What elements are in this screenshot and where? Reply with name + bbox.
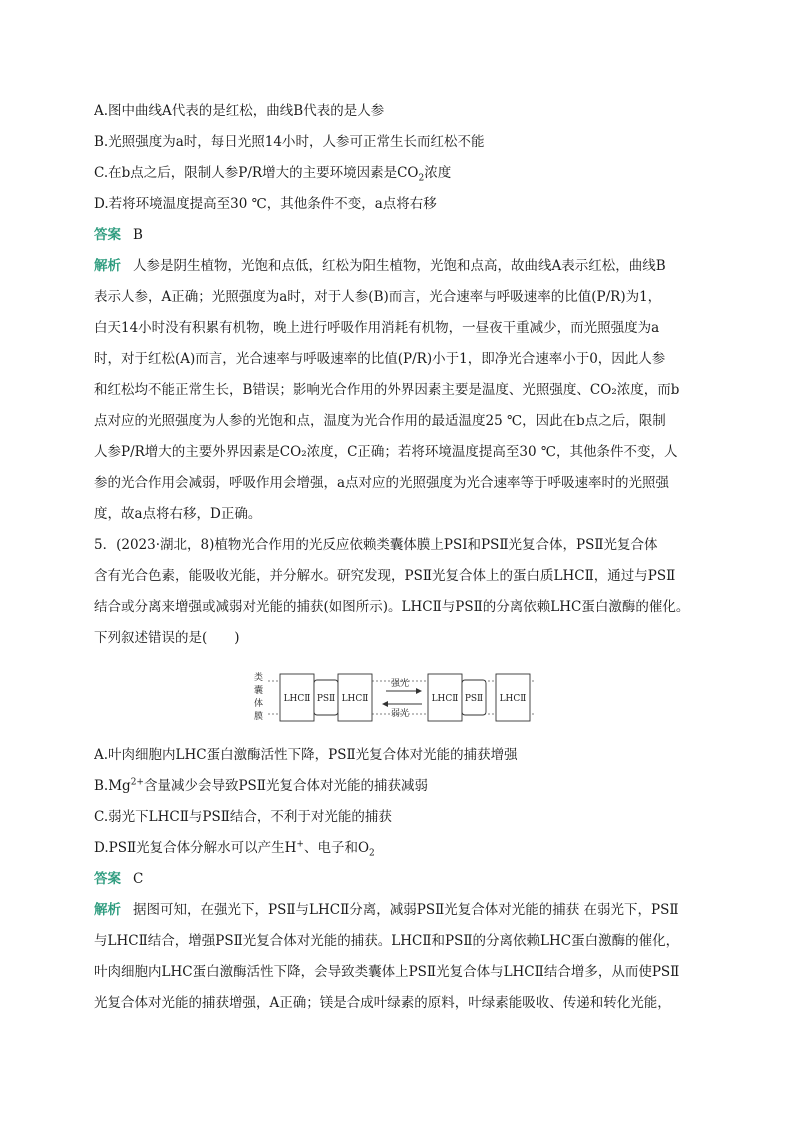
q4-option-a: A.图中曲线A代表的是红松，曲线B代表的是人参 (94, 103, 385, 119)
q5-analysis: 解析 据图可知，在强光下，PSⅡ与LHCⅡ分离，减弱PSⅡ光复合体对光能的捕获 在弱光下，PSⅡ 与LHCⅡ结合，增强PSⅡ光复合体对光能的捕获。LHCⅡ和PSⅡ的分离依赖LHC蛋白激酶的催化， 叶肉细胞内LHC蛋白激酶活性下降，会导致类囊体上PSⅡ光复合体与LHCⅡ结合增多，从而使PSⅡ 光复合体对光能的捕获增强，A正确；镁是合成叶绿素的原料，叶绿素能吸收、传递和转化光能， (94, 902, 680, 1011)
q4-option-b: B.光照强度为a时，每日光照14小时，人参可正常生长而红松不能 (94, 134, 485, 150)
q5-option-c: C.弱光下LHCⅡ与PSⅡ结合，不利于对光能的捕获 (94, 809, 392, 825)
svg-text:PSⅡ: PSⅡ (316, 694, 336, 704)
weak-light-label: 弱光 (390, 709, 410, 719)
svg-text:LHCⅡ: LHCⅡ (283, 694, 311, 704)
side-label-char-4: 膜 (254, 712, 264, 722)
answer-label: 答案 (94, 227, 121, 243)
answer-label: 答案 (94, 871, 121, 887)
side-label-char-1: 类 (254, 673, 264, 683)
analysis-label: 解析 (94, 258, 121, 274)
strong-light-label: 强光 (390, 679, 410, 689)
q5-stem: 5．(2023·湖北，8)植物光合作用的光反应依赖类囊体膜上PSⅠ和PSⅡ光复合体，PSⅡ光复合体 含有光合色素，能吸收光能，并分解水。研究发现，PSⅡ光复合体上的蛋白质LHCⅡ，通过与PSⅡ 结合或分离来增强或减弱对光能的捕获(如图所示)。LHCⅡ与PSⅡ的分离依赖LHC蛋白激酶的催化。 下列叙述错误的是( ) (94, 537, 690, 646)
thylakoid-diagram-svg (94, 668, 700, 730)
side-label-char-3: 体 (254, 699, 264, 709)
q5-option-d: D.PSⅡ光复合体分解水可以产生H+、电子和$O_2$ (94, 839, 375, 859)
svg-text:LHCⅡ: LHCⅡ (431, 694, 459, 704)
q5-answer: 答案 C (94, 871, 144, 887)
q4-option-d: D.若将环境温度提高至30 ℃，其他条件不变，a点将右移 (94, 196, 437, 212)
side-label-char-2: 囊 (254, 686, 264, 696)
q5-option-b: $B.Mg^{2+}$含量减少会导致PSⅡ光复合体对光能的捕获减弱 (94, 777, 428, 794)
q4-answer: 答案 B (94, 227, 143, 243)
q5-option-a: A.叶肉细胞内LHC蛋白激酶活性下降，PSⅡ光复合体对光能的捕获增强 (94, 747, 518, 763)
svg-text:LHCⅡ: LHCⅡ (341, 694, 369, 704)
document-page (94, 96, 700, 1019)
q4-analysis: 解析 人参是阴生植物，光饱和点低，红松为阳生植物，光饱和点高，故曲线A表示红松，曲线B 表示人参，A正确；光照强度为a时，对于人参(B)而言，光合速率与呼吸速率的比值(P/R)为1， 白天14小时没有积累有机物，晚上进行呼吸作用消耗有机物，一昼夜干重减少，而光照强度为a 时，对于红松(A)而言，光合速率与呼吸速率的比值(P/R)小于1，即净光合速率小于0，因此人参 和红松均不能正常生长，B错误；影响光合作用的外界因素主要是温度、光照强度、CO₂浓度，而b 点对应的光照强度为人参的光饱和点，温度为光合作用的最适温度25 ℃，因此在b点之后，限制 人参P/R增大的主要外界因素是CO₂浓度，C正确；若将环境温度提高至30 ℃，其他条件不变，人 参的光合作用会减弱，呼吸作用会增强，a点对应的光照强度为光合速率等于呼吸速率时的光照强 度，故a点将右移，D正确。 (94, 258, 680, 522)
thylakoid-diagram (94, 668, 700, 730)
q4-option-c: C.在b点之后，限制人参P/R增大的主要环境因素是$CO_2$浓度 (94, 165, 452, 184)
analysis-label: 解析 (94, 902, 121, 918)
svg-text:PSⅡ: PSⅡ (464, 694, 484, 704)
svg-text:LHCⅡ: LHCⅡ (499, 694, 527, 704)
